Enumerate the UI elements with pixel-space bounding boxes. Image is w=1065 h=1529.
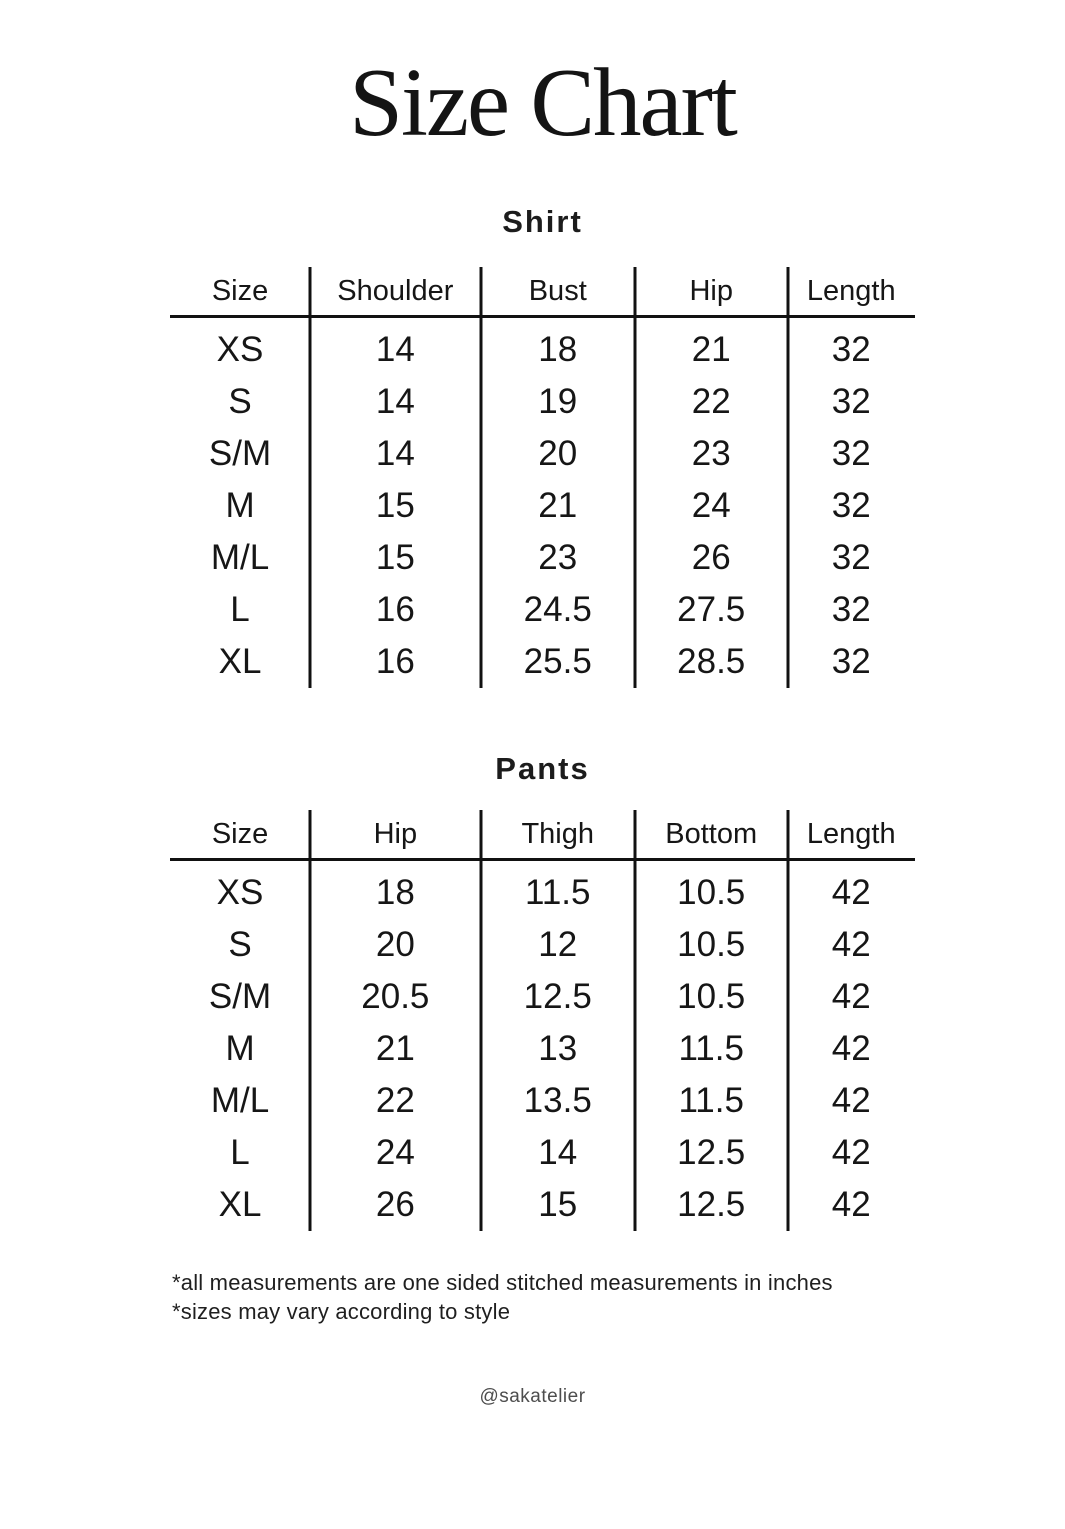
row-label: M/L: [210, 1081, 270, 1120]
row-label: M: [225, 486, 255, 525]
table-row: [170, 532, 915, 584]
column-divider: [633, 267, 636, 688]
table-cell: 11.5: [678, 1029, 744, 1068]
table-cell: 32: [831, 486, 871, 525]
table-row: [170, 1127, 915, 1179]
page-title: Size Chart: [349, 49, 736, 156]
column-header: Length: [806, 817, 896, 850]
row-label: L: [230, 1133, 250, 1172]
column-divider: [479, 810, 482, 1231]
table-cell: 32: [831, 538, 871, 577]
table-row: [170, 1075, 915, 1127]
table-cell: 32: [831, 382, 871, 421]
table-cell: 20: [375, 925, 415, 964]
footnote: *sizes may vary according to style: [172, 1299, 511, 1324]
table-cell: 14: [538, 1133, 578, 1172]
table-cell: 32: [831, 590, 871, 629]
table-cell: 42: [831, 1081, 871, 1120]
table-cell: 26: [691, 538, 731, 577]
column-header: Bust: [528, 274, 587, 307]
table-cell: 21: [375, 1029, 415, 1068]
table-header-row: [170, 810, 915, 858]
row-label: XS: [216, 873, 264, 912]
table-cell: 24: [375, 1133, 415, 1172]
table-cell: 21: [538, 486, 578, 525]
table-cell: 27.5: [677, 590, 746, 629]
table-cell: 13.5: [523, 1081, 592, 1120]
column-header: Size: [211, 274, 269, 307]
table-cell: 11.5: [678, 1081, 744, 1120]
row-label: S/M: [208, 434, 272, 473]
table-cell: 42: [831, 977, 871, 1016]
table-cell: 42: [831, 873, 871, 912]
row-label: M/L: [210, 538, 270, 577]
table-row: [170, 428, 915, 480]
table-cell: 15: [375, 486, 415, 525]
table-cell: 32: [831, 330, 871, 369]
table-row: [170, 480, 915, 532]
column-header: Bottom: [665, 817, 758, 850]
column-divider: [479, 267, 482, 688]
table-cell: 32: [831, 434, 871, 473]
footnotes: [172, 1268, 833, 1326]
table-cell: 42: [831, 925, 871, 964]
row-label: XL: [218, 1185, 262, 1224]
table-header-row: [170, 267, 915, 315]
table-cell: 16: [375, 642, 415, 681]
column-divider: [786, 810, 789, 1231]
table-cell: 26: [375, 1185, 415, 1224]
table-cell: 20: [538, 434, 578, 473]
table-cell: 12.5: [523, 977, 592, 1016]
table-cell: 22: [375, 1081, 415, 1120]
column-divider: [309, 267, 312, 688]
table-cell: 23: [538, 538, 578, 577]
row-label: S: [228, 382, 252, 421]
table-cell: 12.5: [677, 1185, 746, 1224]
table-cell: 18: [375, 873, 415, 912]
pants-table: [170, 810, 915, 1231]
column-header: Thigh: [521, 817, 595, 850]
row-label: XS: [216, 330, 264, 369]
table-cell: 42: [831, 1185, 871, 1224]
row-label: L: [230, 590, 250, 629]
table-cell: 14: [375, 382, 415, 421]
column-header: Hip: [373, 817, 418, 850]
pants-section-title: Pants: [495, 751, 590, 786]
row-label: S/M: [208, 977, 272, 1016]
column-divider: [309, 810, 312, 1231]
table-row: [170, 919, 915, 971]
table-cell: 25.5: [523, 642, 592, 681]
column-header: Size: [211, 817, 269, 850]
row-label: S: [228, 925, 252, 964]
table-row: [170, 324, 915, 376]
shirt-section-title: Shirt: [502, 204, 583, 239]
table-row: [170, 867, 915, 919]
social-handle: @sakatelier: [479, 1386, 586, 1407]
table-row: [170, 636, 915, 688]
table-row: [170, 376, 915, 428]
table-row: [170, 1023, 915, 1075]
table-row: [170, 1179, 915, 1231]
column-header: Hip: [689, 274, 733, 307]
table-cell: 24: [691, 486, 731, 525]
column-header: Shoulder: [337, 274, 454, 307]
table-cell: 19: [538, 382, 578, 421]
row-label: XL: [218, 642, 262, 681]
shirt-table: [170, 267, 915, 688]
table-cell: 42: [831, 1133, 871, 1172]
footnote: *all measurements are one sided stitched measurements in inches: [172, 1270, 833, 1295]
row-label: M: [225, 1029, 255, 1068]
table-cell: 13: [538, 1029, 578, 1068]
table-cell: 32: [831, 642, 871, 681]
table-cell: 18: [538, 330, 578, 369]
column-header: Length: [806, 274, 896, 307]
table-cell: 15: [538, 1185, 578, 1224]
table-cell: 10.5: [677, 925, 746, 964]
table-cell: 12.5: [677, 1133, 746, 1172]
table-cell: 14: [375, 434, 415, 473]
table-cell: 20.5: [361, 977, 430, 1016]
table-row: [170, 971, 915, 1023]
table-cell: 24.5: [523, 590, 592, 629]
table-cell: 22: [691, 382, 731, 421]
table-cell: 23: [691, 434, 731, 473]
table-cell: 42: [831, 1029, 871, 1068]
table-cell: 10.5: [677, 873, 746, 912]
table-cell: 12: [538, 925, 578, 964]
table-cell: 11.5: [524, 873, 591, 912]
table-row: [170, 584, 915, 636]
table-cell: 10.5: [677, 977, 746, 1016]
table-cell: 15: [375, 538, 415, 577]
table-cell: 14: [375, 330, 415, 369]
column-divider: [786, 267, 789, 688]
table-cell: 16: [375, 590, 415, 629]
column-divider: [633, 810, 636, 1231]
table-cell: 28.5: [677, 642, 746, 681]
table-cell: 21: [691, 330, 731, 369]
